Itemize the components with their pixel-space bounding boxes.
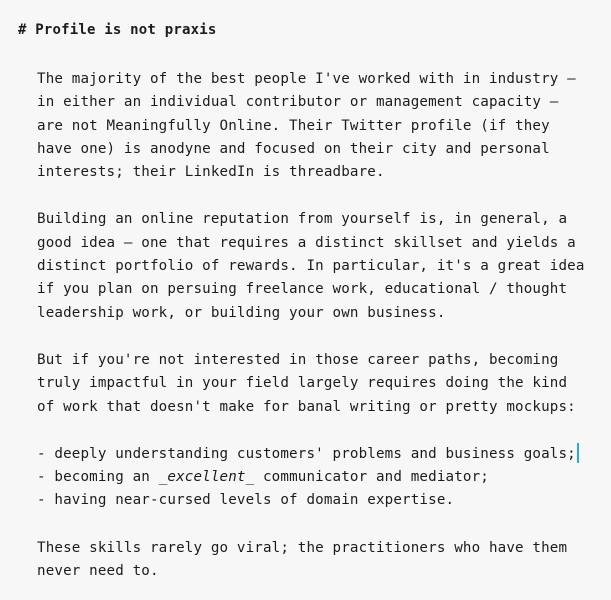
text-line: interests; their LinkedIn is threadbare. (37, 164, 385, 181)
list-item-prefix: - becoming an (37, 469, 159, 486)
text-line: leadership work, or building your own business. (37, 304, 446, 321)
text-line: in either an individual contributor or management capacity — (37, 94, 559, 111)
list-item-suffix: communicator and mediator; (254, 469, 489, 486)
paragraph-3 (37, 349, 611, 419)
paragraph-2 (37, 208, 611, 324)
text-line: Building an online reputation from yourself is, in general, a (37, 211, 568, 228)
list-item (37, 466, 611, 489)
list-item: - having near-cursed levels of domain expertise. (37, 492, 455, 509)
list-item-text: - deeply understanding customers' problems and business goals; (37, 445, 576, 462)
text-line: The majority of the best people I've worked with in industry — (37, 71, 576, 87)
text-line: if you plan on persuing freelance work, educational / thought (37, 281, 568, 298)
bullet-list (37, 443, 611, 513)
text-line: good idea — one that requires a distinct skillset and yields a (37, 234, 576, 251)
emphasis-text: _excellent_ (158, 469, 255, 486)
text-cursor (577, 443, 579, 463)
text-line: But if you're not interested in those career paths, becoming (37, 351, 559, 368)
text-line: have one) is anodyne and focused on their city and personal (37, 140, 550, 157)
list-item (37, 443, 611, 466)
text-line: of work that doesn't make for banal writing or pretty mockups: (37, 398, 576, 415)
text-line: distinct portfolio of rewards. In particular, it's a great idea (37, 258, 585, 275)
text-line: These skills rarely go viral; the practitioners who have them (37, 539, 568, 556)
text-line: never need to. (37, 563, 159, 580)
paragraph-closing (37, 537, 611, 584)
document-heading: # Profile is not praxis (18, 22, 217, 38)
paragraph-1 (37, 68, 611, 184)
text-line: are not Meaningfully Online. Their Twitter profile (if they (37, 117, 550, 134)
text-line: truly impactful in your field largely requires doing the kind (37, 375, 568, 392)
